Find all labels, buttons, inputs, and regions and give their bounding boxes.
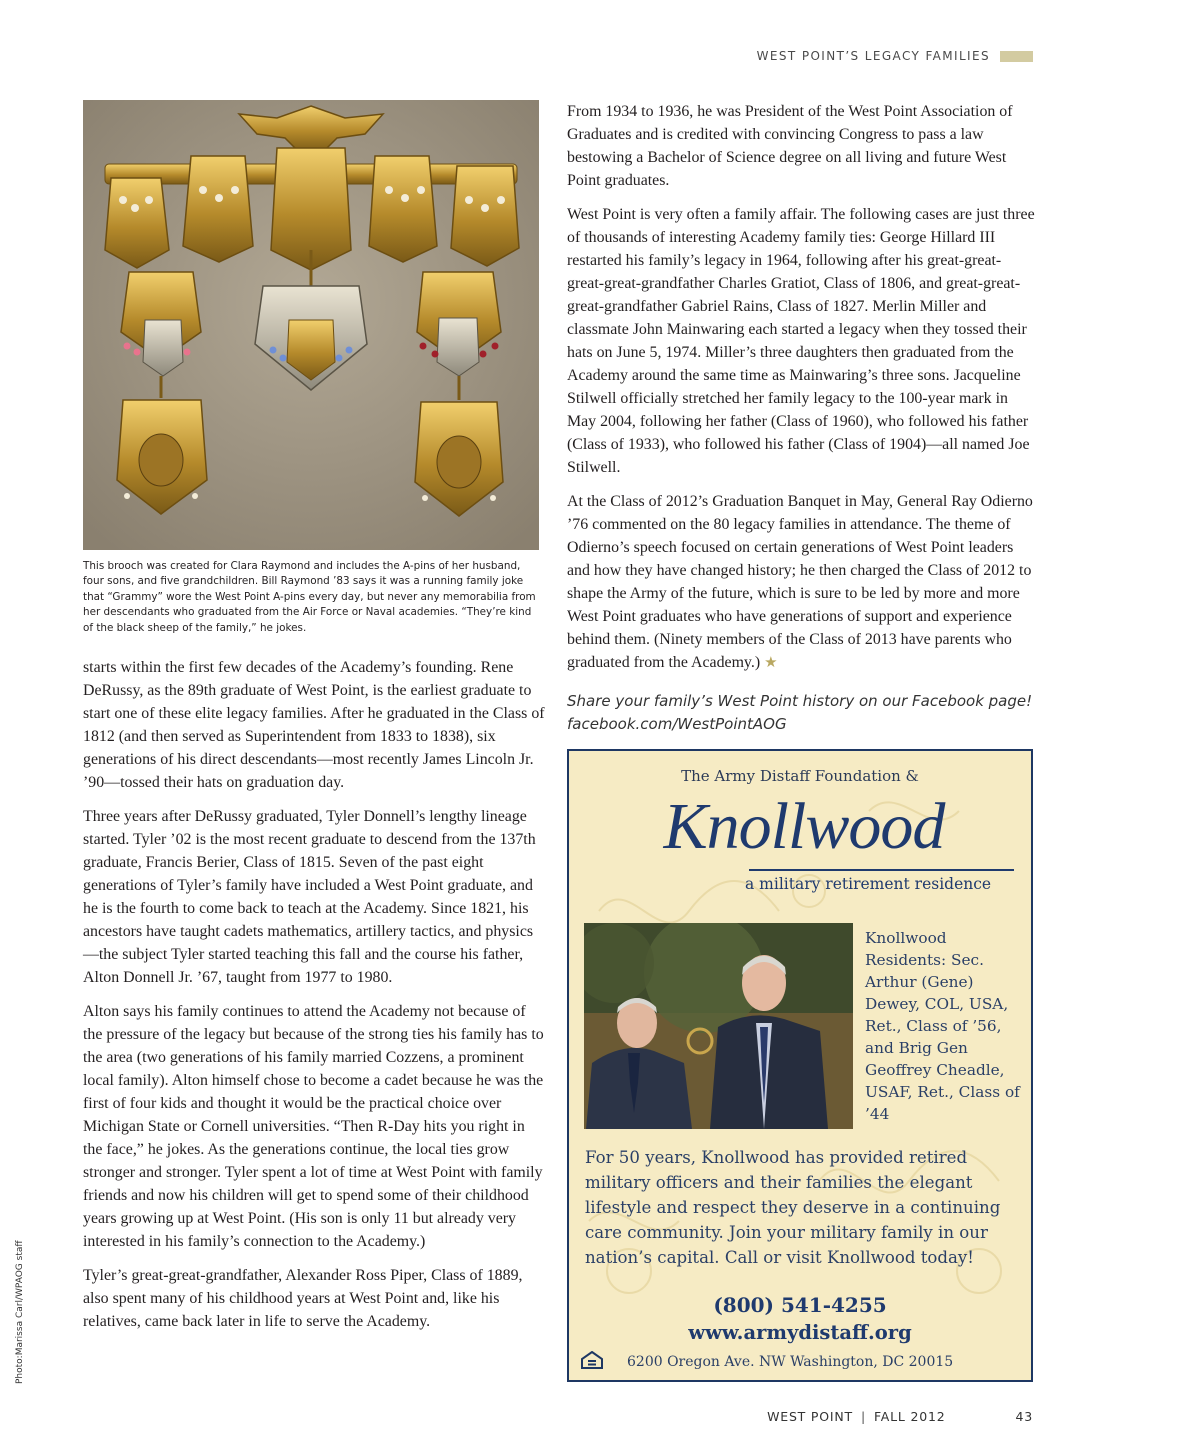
final-paragraph-text: At the Class of 2012’s Graduation Banquet in May, General Ray Odierno ’76 commented on the 80 legacy families in attendance. The theme of Odierno’s speech focused on certain generations of West Point leaders and how they have changed history; he then charged the Class of 2012 to shape the Army of the future, which is sure to be led by more and more West Point graduates who have generations of support and experience behind them. (Ninety members of the Class of 2013 have parents who graduated from the Academy.): [567, 493, 1033, 671]
body-paragraph: starts within the first few decades of the Academy’s founding. Rene DeRussy, as the 89th graduate of West Point, is the earliest graduate to start one of these elite legacy families. After he graduated in the Class of 1812 (and then served as Superintendent from 1833 to 1838), six generations of his direct descendants—most recently James Lincoln Jr. ’90—tossed their hats on graduation day.: [83, 659, 545, 791]
ad-body-copy: For 50 years, Knollwood has provided retired military officers and their families the elegant lifestyle and respect they deserve in a continuing care community. Join your military family in our nation’s capital. Call or visit Knollwood today!: [585, 1148, 1001, 1267]
left-column-text: [83, 656, 545, 1344]
facebook-share-note: [567, 690, 1037, 736]
end-star-icon: ★: [764, 655, 778, 671]
page-number: 43: [1015, 1409, 1033, 1424]
ad-tagline: a military retirement residence: [745, 875, 992, 893]
running-head: [700, 47, 1033, 65]
ad-residents-caption: Knollwood Residents: Sec. Arthur (Gene) Dewey, COL, USA, Ret., Class of ’56, and Brig Gen Geoffrey Cheadle, USAF, Ret., Class of ’44: [865, 929, 1020, 1123]
ad-website-link[interactable]: www.armydistaff.org: [688, 1321, 912, 1344]
body-paragraph: Tyler’s great-great-grandfather, Alexander Ross Piper, Class of 1889, also spent many of his childhood years at West Point and, like his relatives, came back later in life to serve the Academy.: [83, 1267, 523, 1330]
equal-housing-icon: [581, 1351, 603, 1369]
running-head-accent-bar: [1000, 51, 1033, 62]
photo-credit: Photo:Marissa Carl/WPAOG staff: [15, 1240, 25, 1384]
ad-phone-number[interactable]: (800) 541-4255: [713, 1293, 887, 1317]
ad-brand-underline: [749, 869, 1014, 871]
footer-publication: WEST POINT: [767, 1409, 853, 1424]
knollwood-advertisement: [567, 749, 1033, 1382]
ad-brand-logo: Knollwood: [663, 790, 945, 863]
brooch-photo: [83, 100, 539, 550]
right-column-text: [567, 100, 1037, 686]
footer-separator: |: [860, 1409, 866, 1424]
running-head-title: WEST POINT’S LEGACY FAMILIES: [756, 49, 990, 63]
body-paragraph: West Point is very often a family affair. The following cases are just three of thousands of interesting Academy family ties: George Hillard III restarted his family’s legacy in 1964, following after his great-great-great-great-grandfather Charles Gratiot, Class of 1806, and great-great-great-grandfather Gabriel Rains, Class of 1827. Merlin Miller and classmate John Mainwaring each started a legacy when they tossed their hats on June 5, 1974. Miller’s three daughters then graduated from the Academy around the same time as Mainwaring’s three sons. Jacqueline Stilwell officially stretched her family legacy to the 100-year mark in May 2004, following her father (Class of 1960), who followed his father (Class of 1933), who followed his father (Class of 1904)—all named Joe Stilwell.: [567, 206, 1035, 476]
body-paragraph: From 1934 to 1936, he was President of the West Point Association of Graduates and is credited with convincing Congress to pass a law bestowing a Bachelor of Science degree on all living and future West Point graduates.: [567, 103, 1013, 189]
body-paragraph: Alton says his family continues to attend the Academy not because of the pressure of the legacy but because of the strong ties his family has to the area (two generations of his family married Cozzens, a prominent local family). Alton himself chose to become a cadet because he was the first of four kids and thought it would be the practical choice over Michigan State or Cornell universities. “Then R-Day hits you right in the face,” he jokes. As the generations continue, the local ties grow stronger and stronger. Tyler spent a lot of time at West Point with family friends and now his children will get to spend some of their childhood years growing up at West Point. (His son is only 11 but already very interested in his family’s connection to the Academy.): [83, 1003, 544, 1250]
share-prompt: Share your family’s West Point history on our Facebook page!: [567, 692, 1033, 710]
footer-issue: FALL 2012: [873, 1409, 946, 1424]
facebook-link[interactable]: facebook.com/WestPointAOG: [567, 715, 787, 733]
ad-foundation-name: The Army Distaff Foundation &: [681, 767, 919, 785]
ad-address: 6200 Oregon Ave. NW Washington, DC 20015: [627, 1354, 954, 1370]
body-paragraph-final: [567, 490, 1037, 675]
body-paragraph: Three years after DeRussy graduated, Tyler Donnell’s lengthy lineage started. Tyler ’02 is the most recent graduate to descend from the 137th graduate, Francis Berier, Class of 1815. Seven of the past eight generations of Tyler’s family have included a West Point graduate, and he is the fourth to come back to teach at the Academy. Since 1821, his ancestors have taught cadets mathematics, artillery tactics, and physics—the subject Tyler started teaching this fall and the course his father, Alton Donnell Jr. ’67, taught from 1977 to 1980.: [83, 808, 536, 986]
ad-residents-photo: [584, 923, 853, 1129]
photo-caption: This brooch was created for Clara Raymond and includes the A-pins of her husband, four sons, and five grandchildren. Bill Raymond ’83 says it was a running family joke that “Grammy” wore the West Point A-pins every day, but never any memorabilia from her descendants who graduated from the Air Force or Naval academies. “They’re kind of the black sheep of the family,” he jokes.: [83, 560, 536, 634]
page-footer: [700, 1409, 1033, 1424]
